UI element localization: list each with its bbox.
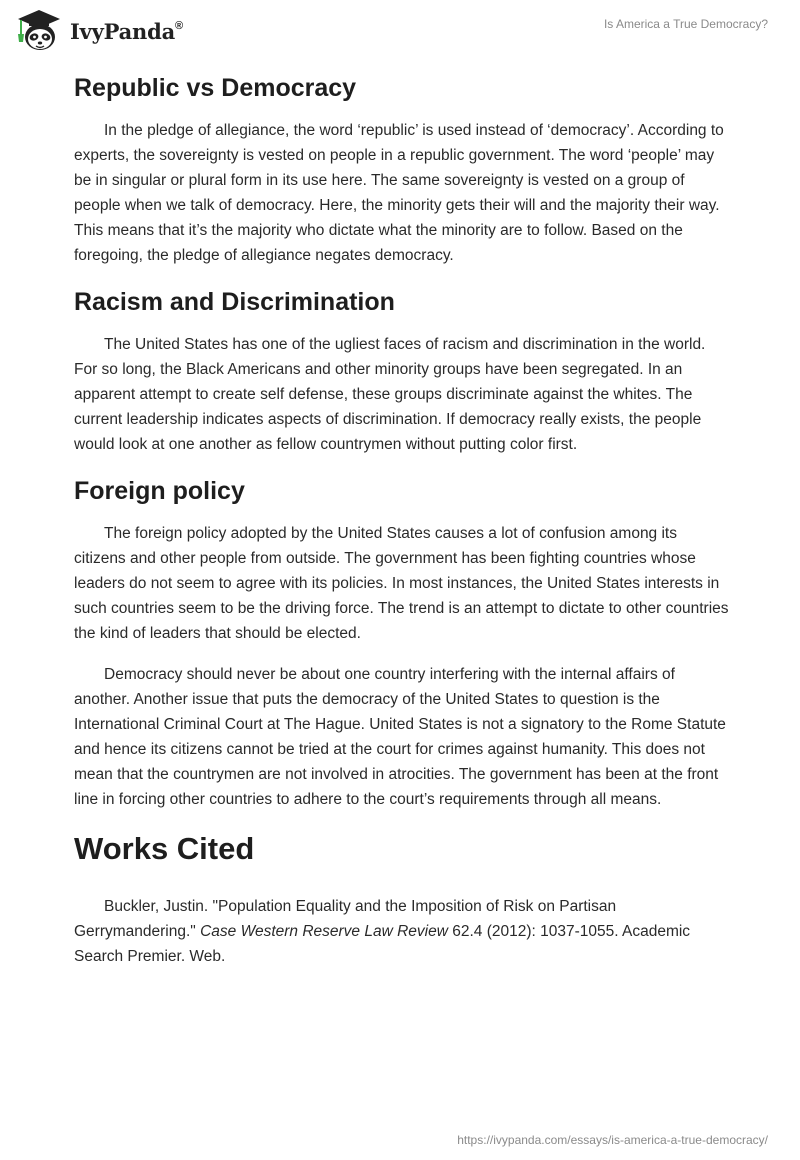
section-heading: Republic vs Democracy	[74, 74, 357, 102]
section-heading: Racism and Discrimination	[74, 288, 395, 316]
section-works-cited	[74, 828, 730, 969]
paragraph: Democracy should never be about one country interfering with the internal affairs of another. Another issue that puts the democracy of the United States to question is the International Criminal Court at The Hague. United States is not a signatory to the Rome Statute and hence its citizens cannot be tried at the court for crimes against humanity. This does not mean that the countrymen are not involved in atrocities. The government has been at the front line in forcing other countries to adhere to the court’s requirements through all means.	[74, 666, 726, 808]
works-cited-heading: Works Cited	[74, 831, 255, 866]
running-title: Is America a True Democracy?	[603, 17, 768, 31]
essay-content	[74, 70, 730, 985]
citation-entry	[74, 894, 730, 969]
citation-journal: Case Western Reserve Law Review	[200, 923, 448, 940]
ivypanda-logo[interactable]	[14, 8, 183, 52]
paragraph: In the pledge of allegiance, the word ‘republic’ is used instead of ‘democracy’. According to experts, the sovereignty is vested on people in a republic government. The word ‘people’ may be in singular or plural form in its use here. The same sovereignty is vested on a group of people when we talk of democracy. Here, the minority gets their will and the majority their way. This means that it’s the majority who dictate what the minority are to follow. Based on the foregoing, the pledge of allegiance negates democracy.	[74, 122, 724, 264]
section-racism-and-discrimination	[74, 284, 730, 457]
section-foreign-policy	[74, 473, 730, 812]
paragraph: The foreign policy adopted by the United States causes a lot of confusion among its citizens and other people from outside. The government has been fighting countries whose leaders do not seem to agree with its policies. In most instances, the United States interests in such countries seem to be the driving force. The trend is an attempt to dictate to other countries the kind of leaders that should be elected.	[74, 525, 729, 642]
citation-text: Buckler, Justin. "Population Equality and the Imposition of Risk on Partisan Gerrymandering."	[74, 898, 617, 940]
paragraph: The United States has one of the ugliest faces of racism and discrimination in the world. For so long, the Black Americans and other minority groups have been segregated. In an apparent attempt to create self defense, these groups discriminate against the whites. The current leadership indicates aspects of discrimination. If democracy really exists, the people would look at one another as fellow countrymen without putting color first.	[74, 336, 706, 453]
section-heading: Foreign policy	[74, 477, 245, 505]
page-header	[0, 0, 800, 62]
citation-text: 62.4 (2012): 1037-1055. Academic Search Premier. Web.	[74, 923, 691, 965]
section-republic-vs-democracy	[74, 70, 730, 268]
logo-wordmark: IvyPanda®	[70, 18, 183, 44]
source-url[interactable]: https://ivypanda.com/essays/is-america-a-true-democracy/	[457, 1133, 768, 1147]
panda-graduate-icon	[14, 8, 64, 52]
